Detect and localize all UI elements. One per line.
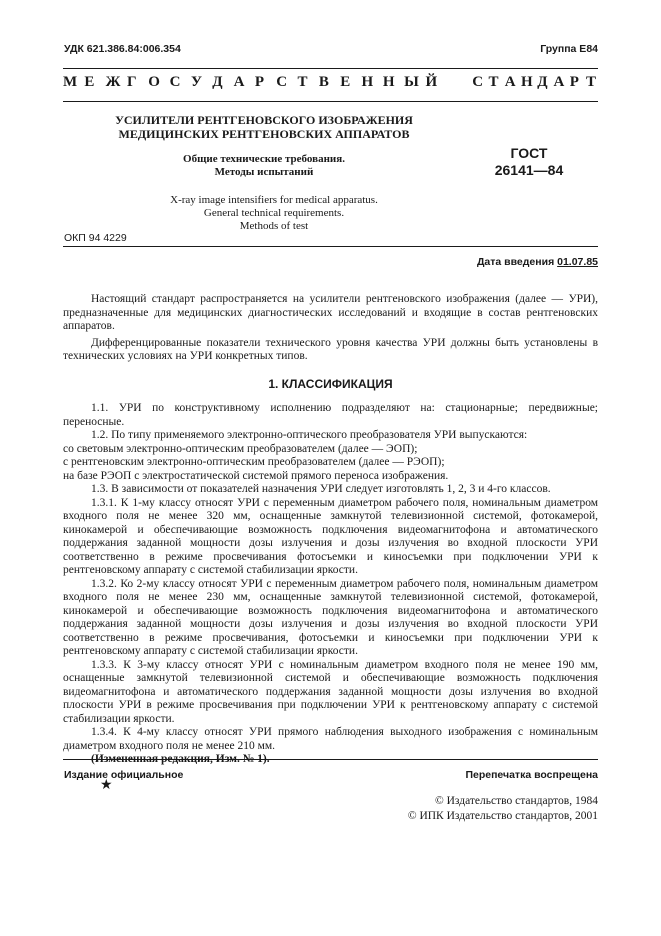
standard-type-letter: Н [382,74,395,90]
gost-number: 26141—84 [494,162,564,178]
intro-paragraph-2: Дифференцированные показатели технического уровня качества УРИ должны быть установлены в технических условиях на УРИ конкретных типов. [63,336,598,362]
amendment-note: (Измененная редакция, Изм. № 1). [91,753,270,765]
standard-type-letter: Ы [404,74,419,90]
standard-type-letter: М [63,74,78,90]
title-line-1: УСИЛИТЕЛИ РЕНТГЕНОВСКОГО ИЗОБРАЖЕНИЯ [115,113,413,127]
english-title-line-1: X-ray image intensifiers for medical apparatus. [170,194,378,206]
standard-type-letter: Т [586,74,597,90]
intro-date-value: 01.07.85 [557,256,598,268]
document-subtitle [64,153,464,179]
official-edition-label: Издание официальное [64,769,184,781]
clause-1-3-1: 1.3.1. К 1-му классу относят УРИ с переменным диаметром рабочего поля, номинальным диаметром входного поля не менее 320 мм, оснащенные замкнутой телевизионной системой, фотокамерой, кинокамерой и обеспечивающие возможность подключения видеомагнитофона и автоматического поддержания заданной мощности дозы излучения и дозы излучения во входной плоскости УРИ соответственно в режиме просвечивания фотосъемки и киносъемки при подключении УРИ к рентгеновскому аппарату с системой стабилизации яркости. [63,496,598,576]
standard-type-letter: А [233,74,245,90]
standard-type-letter: С [472,74,484,90]
introduction-date [477,256,598,268]
header-bottom-rule [63,246,598,247]
standard-type-letter: У [190,74,202,90]
standard-type-letter: Е [84,74,95,90]
standard-type-letter: Р [254,74,265,90]
top-rule [63,68,598,69]
clause-1-3: 1.3. В зависимости от показателей назначения УРИ следует изготовлять 1, 2, 3 и 4-го классов. [91,483,551,495]
footer-rule [63,759,598,760]
clause-1-2: 1.2. По типу применяемого электронно-оптического преобразователя УРИ выпускаются: [91,429,528,441]
section-heading-classification: 1. КЛАССИФИКАЦИЯ [268,376,393,391]
intro-paragraph-1: Настоящий стандарт распространяется на усилители рентгеновского изображения (далее — УРИ), предназначенные для медицинских диагностических исследований и входящие в состав рентгеновских аппаратов. [63,293,598,332]
middle-rule [63,101,598,102]
clause-1-1: 1.1. УРИ по конструктивному исполнению подразделяют на: стационарные; передвижные; переносные. [63,402,598,428]
clause-1-2-item-c: на базе РЭОП с электростатической системой прямого переноса изображения. [63,469,449,482]
clause-1-2-item-a: со световым электронно-оптическим преобразователем (далее — ЭОП); [63,442,418,455]
clause-1-3-3: 1.3.3. К 3-му классу относят УРИ с номинальным диаметром входного поля не менее 190 мм, оснащенные замкнутой телевизионной системой и обеспечивающие возможность подключения видеомагнитофона и автоматического поддержания заданной мощности дозы излучения во входной плоскости УРИ в режиме просвечивания при подключении УРИ к рентгеновскому аппарату с системой стабилизации яркости. [63,658,598,725]
copyright-line-2: © ИПК Издательство стандартов, 2001 [407,810,598,822]
standard-type-letter: Н [521,74,533,90]
standard-type-letter: О [148,74,160,90]
english-title-line-3: Methods of test [239,220,309,232]
clause-1-3-4: 1.3.4. К 4-му классу относят УРИ прямого наблюдения выходного изображения с номинальным диаметром входного поля не менее 210 мм. [63,726,598,752]
standard-type-letter: С [169,74,181,90]
standard-type-letter: Т [297,74,308,90]
star-icon: ★ [100,778,113,793]
standard-type-letter: Р [569,74,579,90]
english-title-line-2: General technical requirements. [203,207,345,219]
english-title [64,194,484,233]
gost-designation [478,145,580,179]
gost-label: ГОСТ [510,145,548,161]
standard-type-letter: Г [126,74,137,90]
subtitle-line-1: Общие технические требования. [183,153,345,165]
subtitle-line-2: Методы испытаний [214,166,314,178]
standard-type-letter: Е [340,74,351,90]
group-code: Группа Е84 [540,43,598,55]
copyright-line-1: © Издательство стандартов, 1984 [434,795,598,807]
okp-code: ОКП 94 4229 [64,232,127,244]
standard-type-letter: С [276,74,288,90]
standard-type-letter: Д [537,74,548,90]
reprint-prohibited-label: Перепечатка воспрещена [465,769,598,781]
standard-type-letter: А [504,74,516,90]
standard-type-letter: Д [212,74,223,90]
standard-type-letter: Ж [105,74,121,90]
title-line-2: МЕДИЦИНСКИХ РЕНТГЕНОВСКИХ АППАРАТОВ [118,127,410,141]
udk-code: УДК 621.386.84:006.354 [64,43,181,55]
standard-type-letter: Т [488,74,499,90]
document-body [63,293,598,767]
clause-1-2-item-b: с рентгеновским электронно-оптическим преобразователем (далее — РЭОП); [63,456,445,468]
document-title [64,113,464,141]
standard-type-letter: А [553,74,565,90]
intro-date-label: Дата введения [476,256,555,268]
standard-type-letter: В [318,74,329,90]
clause-1-3-2: 1.3.2. Ко 2-му классу относят УРИ с переменным диаметром рабочего поля, номинальным диаметром входного поля не менее 230 мм, оснащенные замкнутой телевизионной системой, фотокамерой, кинокамерой и обеспечивающие возможность подключения видеомагнитофона и автоматического поддержания заданной мощности дозы излучения и дозы излучения во входной плоскости УРИ соответственно в режиме просвечивания, фотосъемки и киносъемки при подключении УРИ к рентгеновскому аппарату с системой стабилизации яркости. [63,577,598,657]
standard-type-letter: Н [361,74,374,90]
standard-type-letter: Й [425,74,438,90]
